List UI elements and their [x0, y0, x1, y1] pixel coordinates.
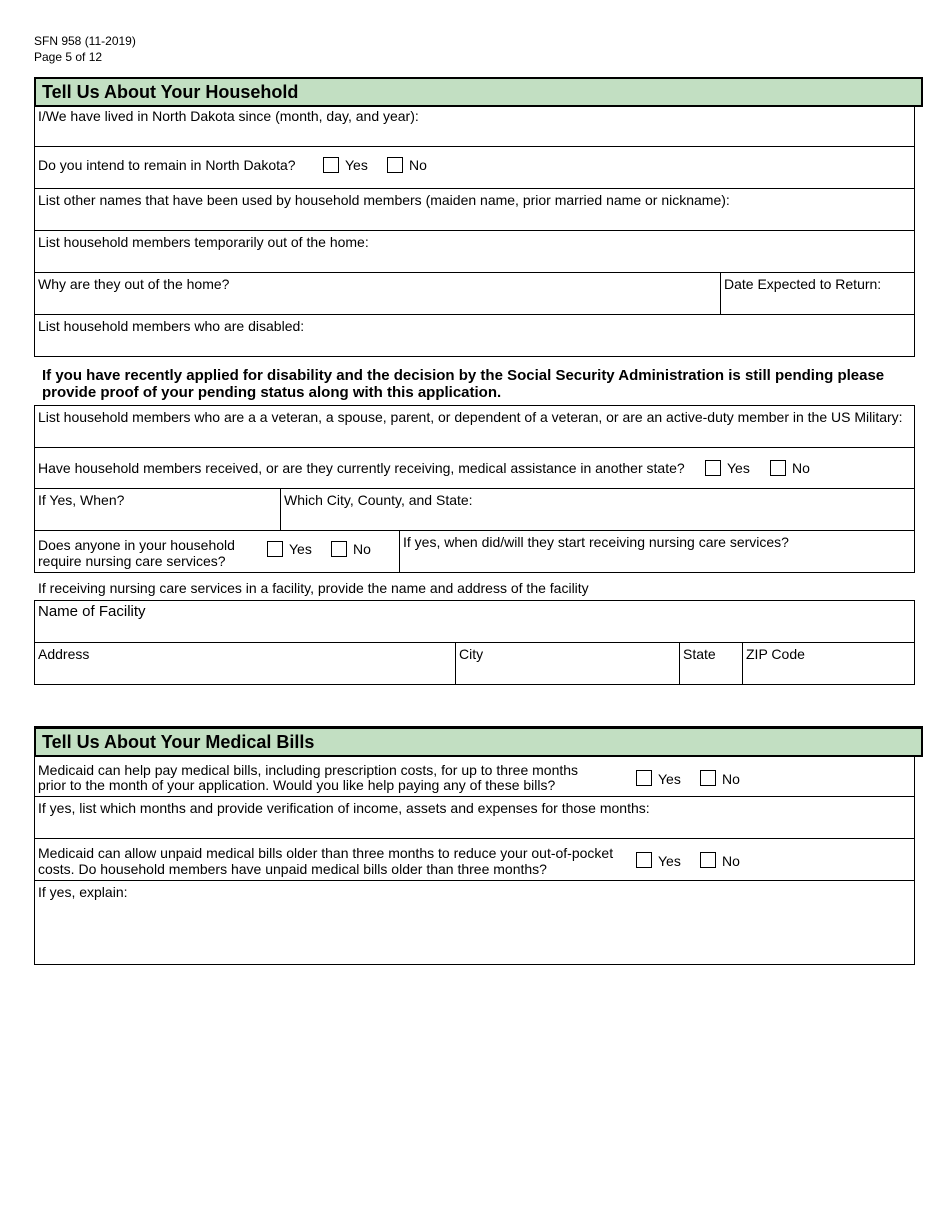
remain-yes-label: Yes — [345, 157, 368, 173]
temp-out-row[interactable] — [34, 231, 915, 273]
state-label: State — [683, 646, 716, 662]
other-state-no-label: No — [792, 460, 810, 476]
when-where-row — [34, 489, 915, 531]
remain-question: Do you intend to remain in North Dakota? — [38, 157, 296, 173]
address-field[interactable] — [35, 643, 455, 684]
help-pay-line2: prior to the month of your application. Would you like help paying any of these bills? — [38, 777, 556, 793]
disabled-label: List household members who are disabled: — [38, 318, 305, 334]
other-state-yes-label: Yes — [727, 460, 750, 476]
if-yes-when-label: If Yes, When? — [38, 492, 125, 508]
help-pay-no-label: No — [722, 771, 740, 787]
if-yes-when-field[interactable] — [35, 489, 280, 530]
household-section-title: Tell Us About Your Household — [34, 77, 923, 107]
temp-out-label: List household members temporarily out of the home: — [38, 234, 369, 250]
nursing-yes-label: Yes — [289, 541, 312, 557]
unpaid-no-checkbox[interactable] — [700, 852, 716, 868]
help-pay-line1: Medicaid can help pay medical bills, including prescription costs, for up to three months — [38, 762, 579, 778]
veteran-label: List household members who are a a veteran, a spouse, parent, or dependent of a veteran, or are an active-duty member in the US Military: — [38, 409, 903, 425]
date-return-field[interactable] — [720, 273, 914, 314]
remain-row — [34, 147, 915, 189]
nursing-start-field[interactable] — [399, 531, 914, 572]
medical-other-state-label: Have household members received, or are they currently receiving, medical assistance in another state? — [38, 460, 685, 476]
help-pay-yes-checkbox[interactable] — [636, 770, 652, 786]
unpaid-yes-checkbox[interactable] — [636, 852, 652, 868]
unpaid-no-label: No — [722, 853, 740, 869]
nursing-no-label: No — [353, 541, 371, 557]
city-field[interactable] — [455, 643, 679, 684]
nursing-row — [34, 531, 915, 573]
other-state-yes-checkbox[interactable] — [705, 460, 721, 476]
why-out-field[interactable] — [35, 273, 720, 314]
address-label: Address — [38, 646, 90, 662]
remain-no-label: No — [409, 157, 427, 173]
remain-yes-checkbox[interactable] — [323, 157, 339, 173]
unpaid-bills-row — [34, 839, 915, 881]
zip-label: ZIP Code — [746, 646, 805, 662]
other-names-label: List other names that have been used by household members (maiden name, prior married name or nickname): — [38, 192, 730, 208]
why-out-label: Why are they out of the home? — [38, 276, 230, 292]
list-months-label: If yes, list which months and provide verification of income, assets and expenses for those months: — [38, 800, 650, 816]
which-city-field[interactable] — [280, 489, 914, 530]
explain-label: If yes, explain: — [38, 884, 128, 900]
veteran-row[interactable] — [34, 405, 915, 448]
page-number: Page 5 of 12 — [34, 50, 103, 64]
nursing-start-label: If yes, when did/will they start receiving nursing care services? — [403, 534, 789, 550]
help-pay-row — [34, 755, 915, 797]
help-pay-no-checkbox[interactable] — [700, 770, 716, 786]
medical-bills-section-title: Tell Us About Your Medical Bills — [34, 726, 923, 757]
disabled-row[interactable] — [34, 315, 915, 357]
nursing-question-cell — [35, 531, 399, 572]
city-label: City — [459, 646, 484, 662]
lived-since-row[interactable] — [34, 105, 915, 147]
facility-address-row — [34, 643, 915, 685]
unpaid-yes-label: Yes — [658, 853, 681, 869]
nursing-yes-checkbox[interactable] — [267, 541, 283, 557]
nursing-question-line1: Does anyone in your household — [38, 537, 235, 553]
remain-no-checkbox[interactable] — [387, 157, 403, 173]
lived-since-label: I/We have lived in North Dakota since (month, day, and year): — [38, 108, 419, 124]
facility-name-row[interactable] — [34, 600, 915, 643]
explain-row[interactable] — [34, 881, 915, 965]
nursing-question-line2: require nursing care services? — [38, 553, 226, 569]
list-months-row[interactable] — [34, 797, 915, 839]
state-field[interactable] — [679, 643, 742, 684]
other-state-no-checkbox[interactable] — [770, 460, 786, 476]
help-pay-yes-label: Yes — [658, 771, 681, 787]
why-out-row — [34, 273, 915, 315]
zip-field[interactable] — [742, 643, 914, 684]
form-id: SFN 958 (11-2019) — [34, 34, 136, 48]
disability-note: If you have recently applied for disability and the decision by the Social Security Administration is still pending please provide proof of your pending status along with this application. — [42, 367, 885, 401]
which-city-label: Which City, County, and State: — [284, 492, 473, 508]
facility-name-label: Name of Facility — [38, 603, 146, 620]
unpaid-line2: costs. Do household members have unpaid medical bills older than three months? — [38, 861, 547, 877]
other-names-row[interactable] — [34, 189, 915, 231]
nursing-no-checkbox[interactable] — [331, 541, 347, 557]
unpaid-line1: Medicaid can allow unpaid medical bills older than three months to reduce your out-of-pocket — [38, 845, 614, 861]
facility-note: If receiving nursing care services in a facility, provide the name and address of the facility — [38, 580, 589, 596]
date-return-label: Date Expected to Return: — [724, 276, 882, 292]
medical-other-state-row — [34, 448, 915, 489]
